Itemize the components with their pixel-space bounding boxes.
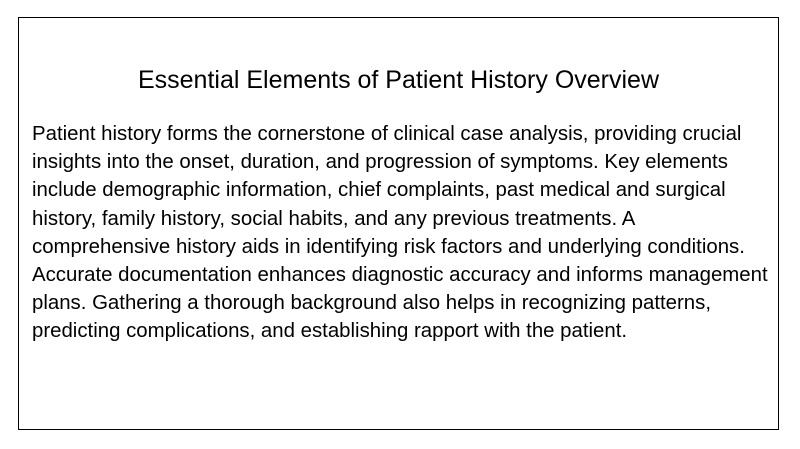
slide-title: Essential Elements of Patient History Overview — [137, 66, 660, 94]
slide-frame — [18, 17, 779, 430]
slide-body-text: Patient history forms the cornerstone of clinical case analysis, providing crucial insights into the onset, duration, and progression of symptoms. Key elements include demographic information, chief complaints, past medical and surgical history, family history, social habits, and any previous treatments. A comprehensive history aids in identifying risk factors and underlying conditions. Accurate documentation enhances diagnostic accuracy and informs management plans. Gathering a thorough background also helps in recognizing patterns, predicting complications, and establishing rapport with the patient. — [32, 123, 768, 343]
